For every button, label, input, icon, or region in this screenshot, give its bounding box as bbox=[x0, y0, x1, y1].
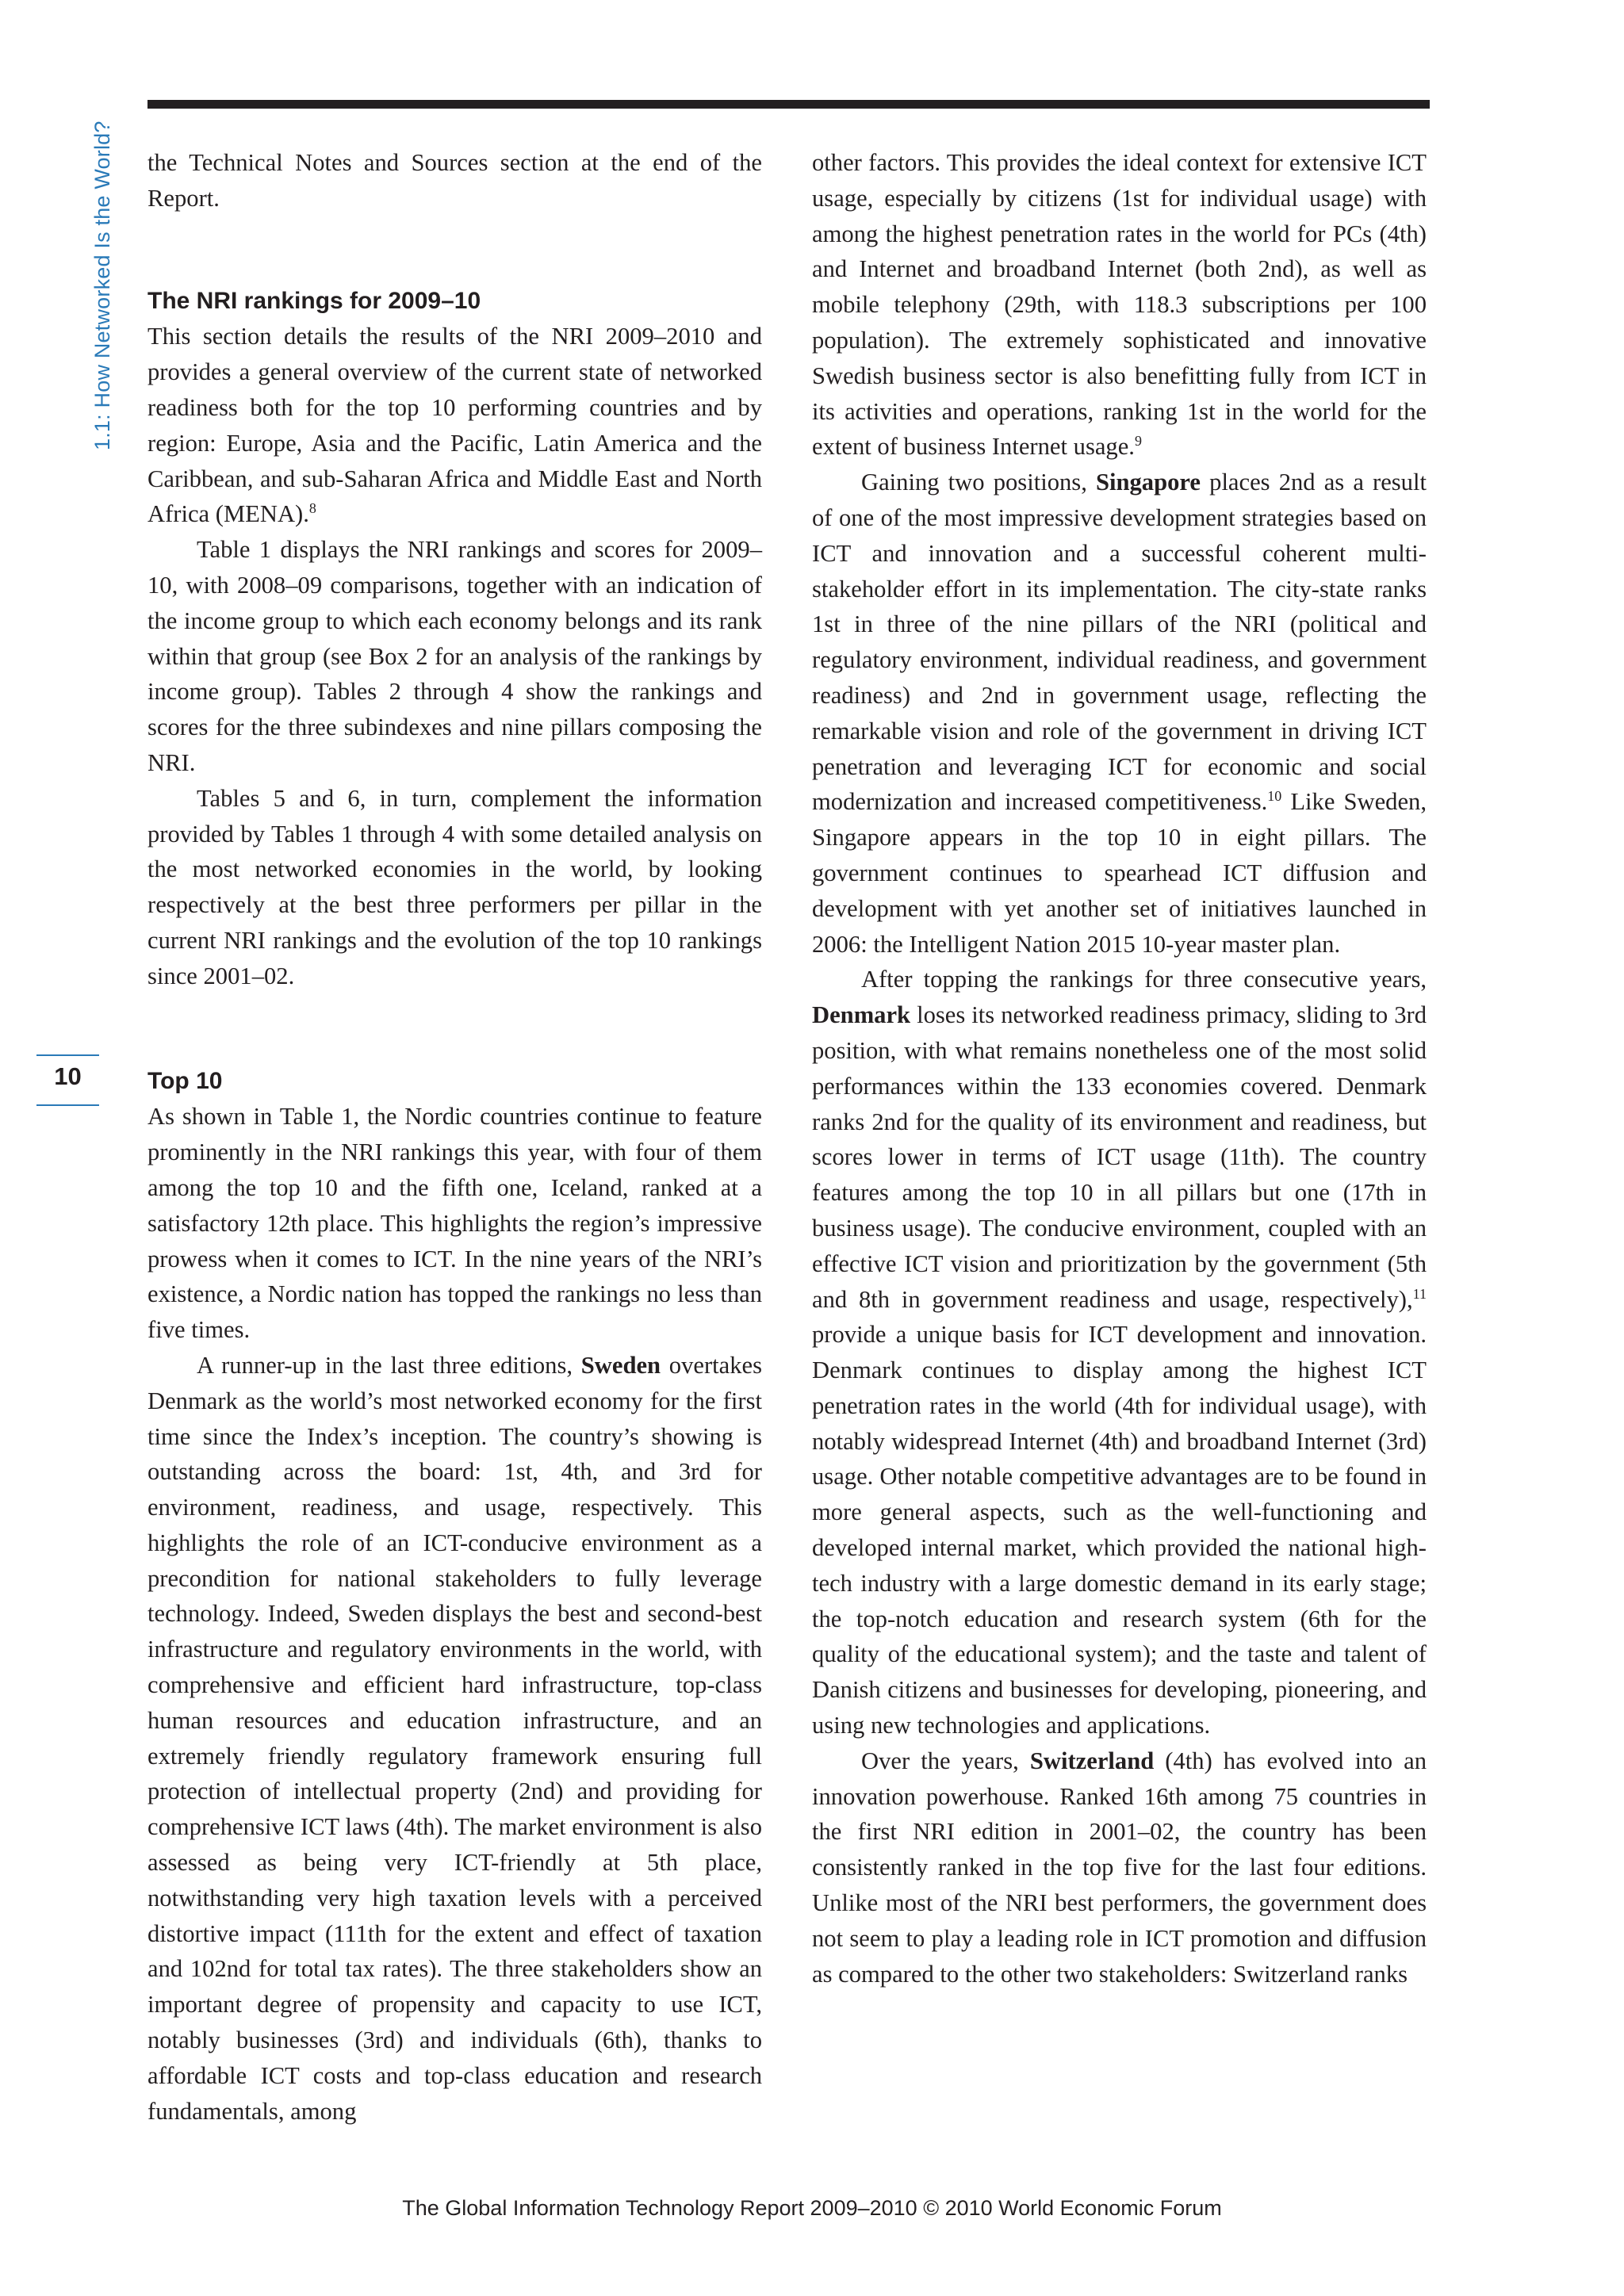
paragraph-switzerland bbox=[812, 1743, 1427, 1992]
country-singapore: Singapore bbox=[1095, 469, 1201, 496]
paragraph-sweden bbox=[147, 1348, 762, 2130]
paragraph-nordic: As shown in Table 1, the Nordic countries continue to feature prominently in the NRI rankings this year, with four of them among the top 10 and the fifth one, Iceland, ranked at a satisfactory 12th place. This highlights the region’s impressive prowess when it comes to ICT. In the nine years of the NRI’s existence, a Nordic nation has topped the rankings no less than five times. bbox=[147, 1103, 762, 1344]
section-heading-top10: Top 10 bbox=[147, 1067, 223, 1094]
paragraph-switzerland-lead: Over the years, bbox=[861, 1747, 1019, 1774]
top-rule bbox=[147, 100, 1430, 109]
section-running-head: 1.1: How Networked Is the World? bbox=[90, 121, 114, 450]
paragraph-singapore-end: Like Sweden, Singapore appears in the top 10 in eight pillars. The government continues to spearhead ICT diffusion and development with yet another set of initiatives launched in 2006: the Intelligent Nation 2015 10-year master plan. bbox=[812, 788, 1427, 958]
paragraph-denmark bbox=[812, 962, 1427, 1743]
footnote-ref-10: 10 bbox=[1267, 788, 1282, 805]
section-heading-nri-rankings: The NRI rankings for 2009–10 bbox=[147, 287, 481, 314]
right-column bbox=[812, 145, 1427, 1992]
page-number: 10 bbox=[54, 1062, 82, 1090]
paragraph-intro bbox=[147, 319, 762, 532]
paragraph-switzerland-body: (4th) has evolved into an innovation powerhouse. Ranked 16th among 75 countries in the first NRI edition in 2001–02, the country has been consistently ranked in the top five for the last four editions. Unlike most of the NRI best performers, the government does not seem to play a leading role in ICT promotion and diffusion as compared to the other two stakeholders: Switzerland ranks bbox=[812, 1747, 1427, 1988]
paragraph-sweden-continued-text: other factors. This provides the ideal context for extensive ICT usage, especially by citizens (1st for individual usage) with among the highest penetration rates in the world for PCs (4th) and Internet and broadband Internet (both 2nd), as well as mobile telephony (29th, with 118.3 subscriptions per 100 population). The extremely sophisticated and innovative Swedish business sector is also benefitting fully from ICT in its activities and operations, ranking 1st in the world for the extent of business Internet usage. bbox=[812, 149, 1427, 461]
footnote-ref-11: 11 bbox=[1412, 1285, 1427, 1302]
paragraph-table1: Table 1 displays the NRI rankings and scores for 2009–10, with 2008–09 comparisons, together with an indication of the income group to which each economy belongs and its rank within that group (see Box 2 for an analysis of the rankings by income group). Tables 2 through 4 show the rankings and scores for the three subindexes and nine pillars composing the NRI. bbox=[147, 536, 762, 776]
paragraph-tables5-6: Tables 5 and 6, in turn, complement the information provided by Tables 1 through 4 with some detailed analysis on the most networked economies in the world, by looking respectively at the best three performers per pillar in the current NRI rankings and the evolution of the top 10 rankings since 2001–02. bbox=[147, 784, 762, 989]
paragraph-denmark-end: provide a unique basis for ICT development and innovation. Denmark continues to display among the highest ICT penetration rates in the world (4th for individual usage), with notably widespread Internet (4th) and broadband Internet (3rd) usage. Other notable competitive advantages are to be found in more general aspects, such as the well-functioning and developed internal market, which provided the national high-tech industry with a large domestic demand in its early stage; the top-notch education and research system (6th for the quality of the educational system); and the taste and talent of Danish citizens and businesses for developing, pioneering, and using new technologies and applications. bbox=[812, 1321, 1427, 1739]
paragraph-singapore-body: places 2nd as a result of one of the most impressive development strategies based on ICT and innovation and a successful coherent multi-stakeholder effort in its implementation. The city-state ranks 1st in three of the nine pillars of the NRI (political and regulatory environment, individual readiness, and government readiness) and 2nd in government usage, reflecting the remarkable vision and role of the government in driving ICT penetration and leveraging ICT for economic and social modernization and increased competitiveness. bbox=[812, 469, 1427, 816]
paragraph-denmark-body: loses its networked readiness primacy, sliding to 3rd position, with what remains nonetheless one of the most solid performances within the 133 economies covered. Denmark ranks 2nd for the quality of its environment and readiness, but scores lower in terms of ICT usage (11th). The country features among the top 10 in all pillars but one (17th in business usage). The conducive environment, coupled with an effective ICT vision and prioritization by the government (5th and 8th in government readiness and usage, respectively), bbox=[812, 1001, 1427, 1313]
footnote-ref-8: 8 bbox=[308, 500, 316, 517]
paragraph-sweden-body: overtakes Denmark as the world’s most networked economy for the first time since the Index’s inception. The country’s showing is outstanding across the board: 1st, 4th, and 3rd for environment, readiness, and usage, respectively. This highlights the role of an ICT-conducive environment as a precondition for national stakeholders to fully leverage technology. Indeed, Sweden displays the best and second-best infrastructure and regulatory environments in the world, with comprehensive and efficient hard infrastructure, top-class human resources and education infrastructure, and an extremely friendly regulatory framework ensuring full protection of intellectual property (2nd) and providing for comprehensive ICT laws (4th). The market environment is also assessed as being very ICT-friendly at 5th place, notwithstanding very high taxation levels with a perceived distortive impact (111th for the extent and effect of taxation and 102nd for total tax rates). The three stakeholders show an important degree of propensity and capacity to use ICT, notably businesses (3rd) and individuals (6th), thanks to affordable ICT costs and top-class education and research fundamentals, among bbox=[147, 1351, 762, 2125]
page-number-rule-top bbox=[36, 1054, 99, 1056]
paragraph-intro-text: This section details the results of the NRI 2009–2010 and provides a general overview of the current state of networked readiness both for the top 10 performing countries and by region: Europe, Asia and the Pacific, Latin America and the Caribbean, and sub-Saharan Africa and Middle East and North Africa (MENA). bbox=[147, 323, 762, 528]
paragraph-singapore-lead: Gaining two positions, bbox=[861, 469, 1087, 496]
paragraph-sweden-lead: A runner-up in the last three editions, bbox=[197, 1351, 573, 1379]
country-sweden: Sweden bbox=[580, 1351, 661, 1379]
footnote-ref-9: 9 bbox=[1134, 433, 1142, 450]
country-switzerland: Switzerland bbox=[1029, 1747, 1155, 1774]
paragraph-singapore bbox=[812, 465, 1427, 962]
left-column bbox=[147, 145, 762, 2129]
page-number-rule-bottom bbox=[36, 1104, 99, 1106]
paragraph-sweden-continued bbox=[812, 145, 1427, 465]
paragraph-denmark-lead: After topping the rankings for three consecutive years, bbox=[861, 966, 1427, 993]
country-denmark: Denmark bbox=[812, 1001, 911, 1029]
page-footer: The Global Information Technology Report 2009–2010 © 2010 World Economic Forum bbox=[402, 2196, 1222, 2220]
paragraph-continued: the Technical Notes and Sources section at the end of the Report. bbox=[147, 149, 762, 212]
